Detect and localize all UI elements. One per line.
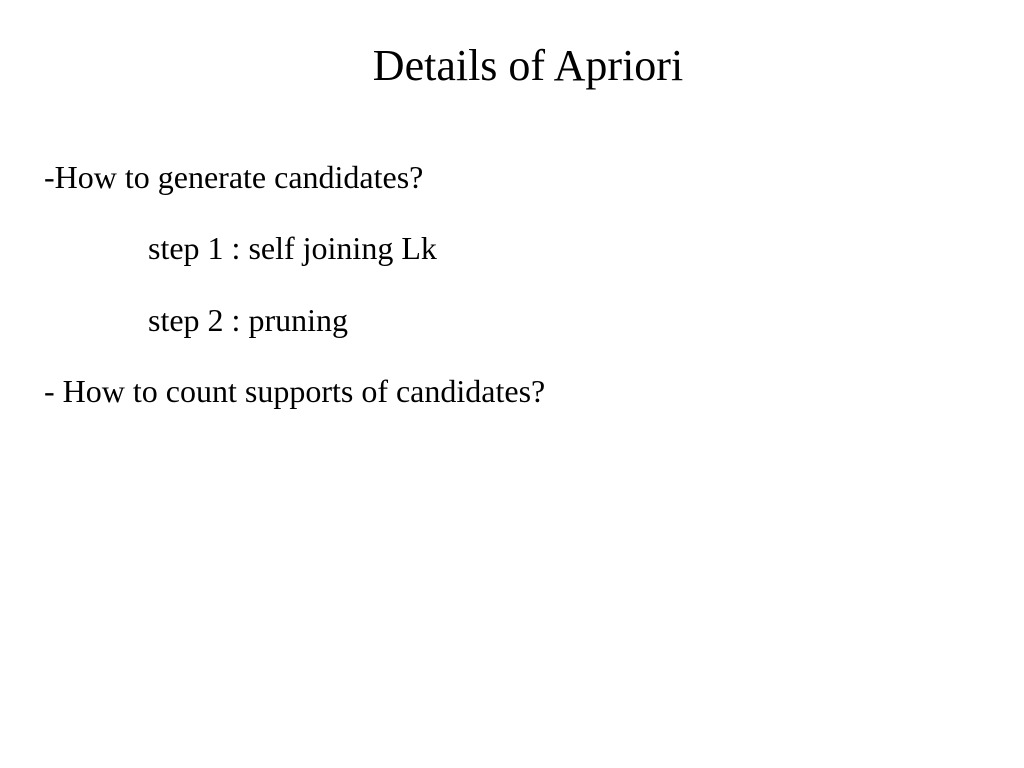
bullet-count-supports: - How to count supports of candidates? bbox=[44, 373, 546, 409]
sub-bullet-step-2: step 2 : pruning bbox=[148, 302, 348, 338]
slide-title: Details of Apriori bbox=[372, 41, 684, 90]
bullet-generate-candidates: -How to generate candidates? bbox=[44, 159, 424, 195]
sub-bullet-step-1: step 1 : self joining Lk bbox=[148, 230, 437, 266]
